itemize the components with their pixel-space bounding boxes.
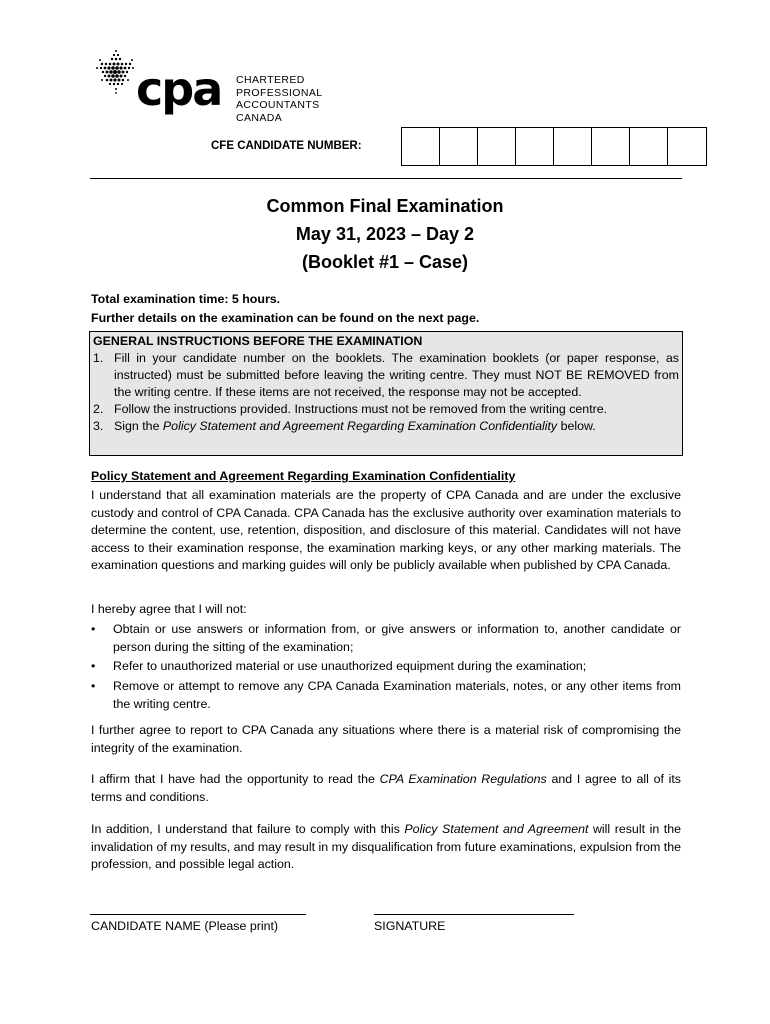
bullet-text: Obtain or use answers or information from, or give answers or information to, another candidate or person during the sitting of the examination; <box>113 622 681 654</box>
instruction-text <box>114 418 679 435</box>
candidate-number-box[interactable] <box>402 128 440 165</box>
signature-line[interactable] <box>374 914 574 915</box>
instructions-heading: GENERAL INSTRUCTIONS BEFORE THE EXAMINATION <box>93 334 423 348</box>
general-instructions-box <box>89 331 683 456</box>
consequences-paragraph <box>91 821 681 874</box>
logo-line: ACCOUNTANTS <box>236 99 320 112</box>
logo-wordmark: cpa <box>136 62 222 116</box>
instruction-item <box>93 401 679 418</box>
agreement-reference: Policy Statement and Agreement <box>404 822 589 836</box>
instruction-number: 2. <box>93 402 104 416</box>
candidate-number-box[interactable] <box>630 128 668 165</box>
bullet-marker: • <box>91 679 96 693</box>
bullet-marker: • <box>91 622 96 636</box>
candidate-number-box[interactable] <box>516 128 554 165</box>
bullet-text: Refer to unauthorized material or use unauthorized equipment during the examination; <box>113 659 587 673</box>
instruction-number: 3. <box>93 419 104 433</box>
maple-leaf-dots-icon <box>94 48 138 100</box>
instruction-text: Fill in your candidate number on the booklets. The examination booklets (or paper response, as instructed) must be submitted before leaving the writing centre. They must NOT BE REMOVED from the writing centre. If these items are not received, the response may not be accepted. <box>114 351 679 399</box>
affirm-text-part: and I agree to all of its terms and conditions. <box>91 772 682 804</box>
exam-date: May 31, 2023 – Day 2 <box>295 224 475 244</box>
booklet-label: (Booklet #1 – Case) <box>301 252 469 272</box>
exam-details-note: Further details on the examination can be found on the next page. <box>91 311 480 325</box>
agreement-bullet <box>91 620 681 656</box>
affirm-paragraph <box>91 771 681 806</box>
instruction-item <box>93 350 679 401</box>
policy-title-reference: Policy Statement and Agreement Regarding Examination Confidentiality <box>162 419 558 433</box>
logo-line: CANADA <box>236 111 283 124</box>
candidate-number-box[interactable] <box>668 128 706 165</box>
signature-label: SIGNATURE <box>374 919 446 933</box>
candidate-number-box[interactable] <box>440 128 478 165</box>
affirm-text-part: I affirm that I have had the opportunity to read the <box>91 772 380 786</box>
candidate-number-boxes <box>401 127 707 166</box>
instruction-text-part: below. <box>557 419 596 433</box>
candidate-number-label: CFE CANDIDATE NUMBER: <box>211 140 362 152</box>
policy-paragraph: I understand that all examination materials are the property of CPA Canada and are under the exclusive custody and control of CPA Canada. CPA Canada has the exclusive authority over examination materials to determine the content, use, retention, disposition, and disclosure of this material. Candidates will not have access to their examination response, the examination marking keys, or any other marking materials. The examination questions and marking guides will only be publicly available when published by CPA Canada. <box>91 488 681 573</box>
instruction-number: 1. <box>93 351 104 365</box>
policy-heading <box>91 468 681 486</box>
instruction-item <box>93 418 679 435</box>
consequences-text-part: In addition, I understand that failure to comply with this <box>91 822 405 836</box>
candidate-number-box[interactable] <box>478 128 516 165</box>
instruction-text: Follow the instructions provided. Instructions must not be removed from the writing centre. <box>114 402 608 416</box>
report-paragraph: I further agree to report to CPA Canada any situations where there is a material risk of compromising the integrity of the examination. <box>91 723 681 755</box>
candidate-name-label: CANDIDATE NAME (Please print) <box>91 919 279 933</box>
candidate-number-box[interactable] <box>592 128 630 165</box>
policy-heading-text: Policy Statement and Agreement Regarding Examination Confidentiality <box>91 469 516 483</box>
exam-title: Common Final Examination <box>266 196 504 216</box>
agreement-intro: I hereby agree that I will not: <box>91 602 247 616</box>
consequences-text-part: will result in the invalidation of my results, and may result in my disqualification from future examinations, expulsion from the profession, and possible legal action. <box>91 822 681 872</box>
logo-line: PROFESSIONAL <box>236 86 323 99</box>
logo-line: CHARTERED <box>236 74 305 86</box>
bullet-marker: • <box>91 659 96 673</box>
candidate-number-box[interactable] <box>554 128 592 165</box>
regulations-reference: CPA Examination Regulations <box>379 772 547 786</box>
exam-time: Total examination time: 5 hours. <box>91 292 281 306</box>
agreement-bullet <box>91 677 681 713</box>
candidate-name-line[interactable] <box>90 914 306 915</box>
logo-org-name <box>236 74 323 124</box>
bullet-text: Remove or attempt to remove any CPA Canada Examination materials, notes, or any other items from the writing centre. <box>113 679 681 711</box>
header-divider <box>90 178 682 179</box>
agreement-bullet <box>91 657 681 675</box>
instruction-text-part: Sign the <box>114 419 163 433</box>
